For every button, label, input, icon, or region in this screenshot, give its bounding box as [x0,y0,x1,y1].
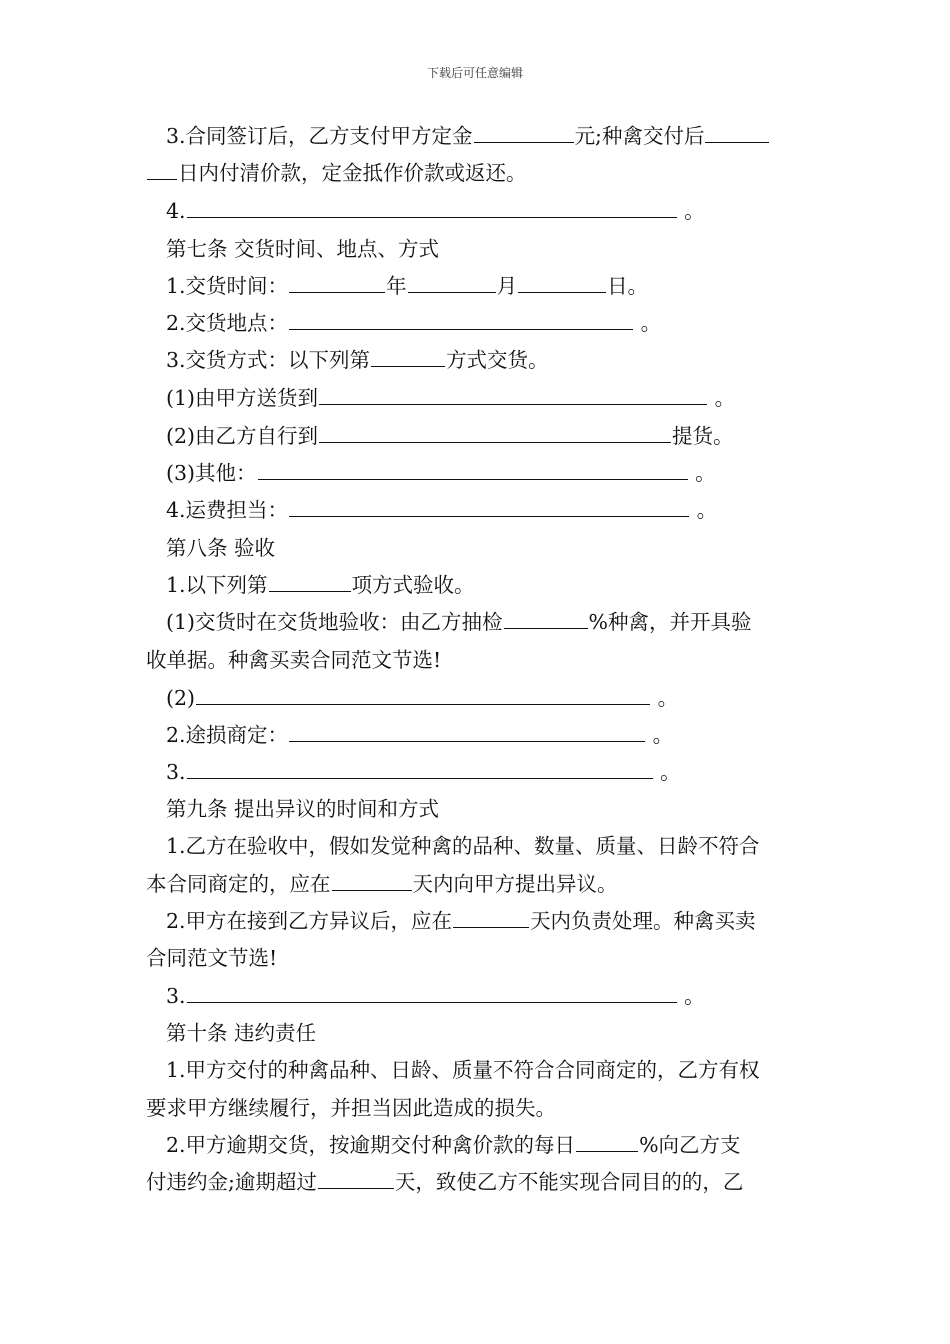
line-text: 。 [677,199,705,223]
text-line [166,534,830,562]
line-text: 项方式验收。 [351,573,475,597]
text-line [166,422,830,450]
line-text: 收单据。种禽买卖合同范文节选! [146,648,442,672]
line-text: 1.交货时间： [166,274,289,298]
text-line [146,1168,810,1196]
blank-underline [147,161,177,180]
line-text: 付违约金;逾期超过 [146,1170,317,1194]
line-text: 天，致使乙方不能实现合同目的的，乙 [394,1170,744,1194]
line-text: 。 [651,686,679,710]
blank-underline [318,1170,394,1189]
line-text: 。 [634,311,662,335]
blank-underline [269,573,351,592]
text-line [166,1131,830,1159]
line-text: 要求甲方继续履行，并担当因此造成的损失。 [146,1096,556,1120]
line-text: 天内负责处理。种禽买卖 [530,909,756,933]
line-text: 4. [166,199,186,223]
line-text: 第七条 交货时间、地点、方式 [166,237,440,261]
text-line [166,235,830,263]
line-text: (1)由甲方送货到 [166,386,319,410]
text-line [166,197,830,225]
line-text: 。 [688,461,716,485]
line-text: 第八条 验收 [166,536,276,560]
line-text: 合同范文节选! [146,946,278,970]
blank-underline [187,199,677,218]
line-text: 。 [677,984,705,1008]
blank-underline [453,909,529,928]
line-text: 2.甲方在接到乙方异议后，应在 [166,909,453,933]
line-text: 日。 [607,274,649,298]
text-line [166,982,830,1010]
blank-underline [196,686,650,705]
text-line [146,646,810,674]
text-line [166,608,830,636]
blank-underline [371,348,445,367]
blank-underline [705,124,769,143]
line-text: 。 [690,498,718,522]
line-text: 年 [386,274,407,298]
line-text: 4.运费担当： [166,498,289,522]
line-text: 2.甲方逾期交货，按逾期交付种禽价款的每日 [166,1133,576,1157]
text-line [146,944,810,972]
line-text: 2.交货地点： [166,311,289,335]
blank-underline [576,1133,638,1152]
line-text: 提货。 [672,424,734,448]
line-text: (2)由乙方自行到 [166,424,319,448]
line-text: 。 [653,760,681,784]
text-line [146,870,810,898]
blank-underline [289,723,645,742]
text-line [166,1056,830,1084]
line-text: 。 [646,723,674,747]
line-text: 第十条 违约责任 [166,1021,317,1045]
blank-underline [518,274,606,293]
text-line [166,122,830,150]
line-text: 1.以下列第 [166,573,268,597]
line-text: 日内付清价款，定金抵作价款或返还。 [178,161,527,185]
line-text: (1)交货时在交货地验收：由乙方抽检 [166,610,503,634]
line-text: 方式交货。 [446,348,549,372]
text-line [166,758,830,786]
blank-underline [289,274,385,293]
line-text: %向乙方支 [639,1133,741,1157]
text-line [166,309,830,337]
blank-underline [187,984,677,1003]
blank-underline [319,424,671,443]
text-line [166,272,830,300]
line-text: 2.途损商定： [166,723,289,747]
line-text: 3.交货方式：以下列第 [166,348,371,372]
line-text: 3. [166,984,186,1008]
text-line [166,795,830,823]
text-line [146,159,810,187]
blank-underline [187,760,653,779]
line-text: 1.甲方交付的种禽品种、日龄、质量不符合合同商定的，乙方有权 [166,1058,760,1082]
text-line [166,459,830,487]
line-text: (2) [166,686,196,710]
line-text: 天内向甲方提出异议。 [412,872,618,896]
line-text: 月 [496,274,518,298]
text-line [166,684,830,712]
blank-underline [319,386,707,405]
line-text: (3)其他： [166,461,257,485]
line-text: 第九条 提出异议的时间和方式 [166,797,440,821]
text-line [166,721,830,749]
line-text: 3.合同签订后，乙方支付甲方定金 [166,124,473,148]
line-text: 本合同商定的，应在 [146,872,331,896]
text-line [166,832,830,860]
blank-underline [408,274,496,293]
text-line [166,1019,830,1047]
text-line [166,384,830,412]
blank-underline [258,461,688,480]
blank-underline [332,872,412,891]
blank-underline [289,311,633,330]
text-line [166,907,830,935]
text-line [166,496,830,524]
text-line [166,346,830,374]
line-text: 1.乙方在验收中，假如发觉种禽的品种、数量、质量、日龄不符合 [166,834,760,858]
blank-underline [289,498,689,517]
line-text: 。 [708,386,736,410]
line-text: 元;种禽交付后 [574,124,705,148]
page-header: 下载后可任意编辑 [426,66,523,80]
line-text: 3. [166,760,186,784]
text-line [146,1094,810,1122]
blank-underline [474,124,574,143]
text-line [166,571,830,599]
blank-underline [504,610,588,629]
line-text: %种禽，并开具验 [588,610,752,634]
